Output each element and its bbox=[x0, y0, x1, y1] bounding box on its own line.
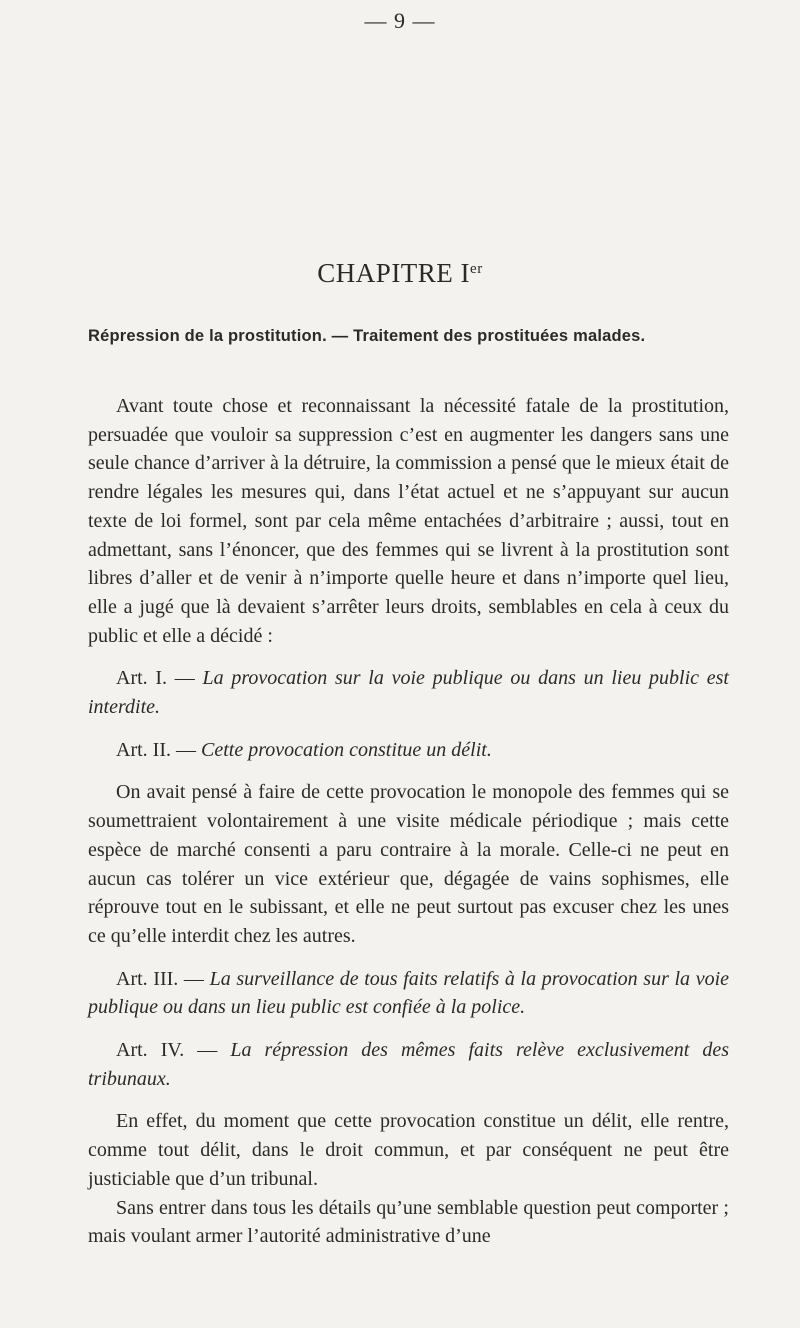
article-label: Art. II. — bbox=[116, 738, 201, 761]
article-text: Cette provocation constitue un délit. bbox=[200, 738, 492, 761]
paragraph: Sans entrer dans tous les détails qu’une semblable question peut comporter ; mais voulant armer l’autorité administrative d’une bbox=[88, 1196, 729, 1248]
chapter-subtitle: Répression de la prostitution. — Traitement des prostituées malades. bbox=[88, 327, 646, 345]
body-text bbox=[88, 392, 729, 1251]
article-text: La surveillance de tous faits relatifs à la provocation sur la voie publique ou dans un lieu public est confiée à la police. bbox=[88, 967, 730, 1019]
article-label: Art. I. — bbox=[116, 667, 203, 690]
chapter-title-sup: er bbox=[470, 261, 483, 277]
article-label: Art. IV. — bbox=[116, 1039, 231, 1062]
paragraph: En effet, du moment que cette provocation constitue un délit, elle rentre, comme tout délit, dans le droit commun, et par conséquent ne peut être justiciable que d’un tribunal. bbox=[88, 1110, 729, 1190]
article-3 bbox=[88, 965, 729, 1022]
article-text: La répression des mêmes faits relève exclusivement des tribunaux. bbox=[88, 1039, 729, 1090]
paragraph: Avant toute chose et reconnaissant la nécessité fatale de la prostitution, persuadée que vouloir sa suppression c’est en augmenter les dangers sans une seule chance d’arriver à la détruire, la commission a pensé que le mieux était de rendre légales les mesures qui, dans l’état actuel et ne s’appuyant sur aucun texte de loi formel, sont par cela même entachées d’arbitraire ; aussi, tout en admettant, sans l’énoncer, que des femmes qui se livrent à la prostitution sont libres d’aller et de venir à n’importe quelle heure et dans n’importe quel lieu, elle a jugé que là devaient s’arrêter leurs droits, semblables en cela à ceux du public et elle a décidé : bbox=[88, 395, 729, 647]
page-number: — 9 — bbox=[364, 8, 436, 33]
article-1 bbox=[88, 664, 729, 721]
article-text: La provocation sur la voie publique ou dans un lieu public est interdite. bbox=[88, 667, 729, 719]
article-2 bbox=[88, 736, 729, 765]
paragraph: On avait pensé à faire de cette provocation le monopole des femmes qui se soumettraient volontairement à une visite médicale périodique ; mais cette espèce de marché consenti a paru contraire à la morale. Celle-ci ne peut en aucun cas tolérer un vice extérieur que, dégagée de vains sophismes, elle réprouve tout en le subissant, et elle ne peut surtout pas excuser chez les unes ce qu’elle interdit chez les autres. bbox=[88, 781, 729, 947]
article-4 bbox=[88, 1036, 729, 1093]
chapter-title bbox=[0, 258, 800, 289]
chapter-title-text: CHAPITRE I bbox=[317, 258, 471, 288]
article-label: Art. III. — bbox=[116, 967, 210, 990]
